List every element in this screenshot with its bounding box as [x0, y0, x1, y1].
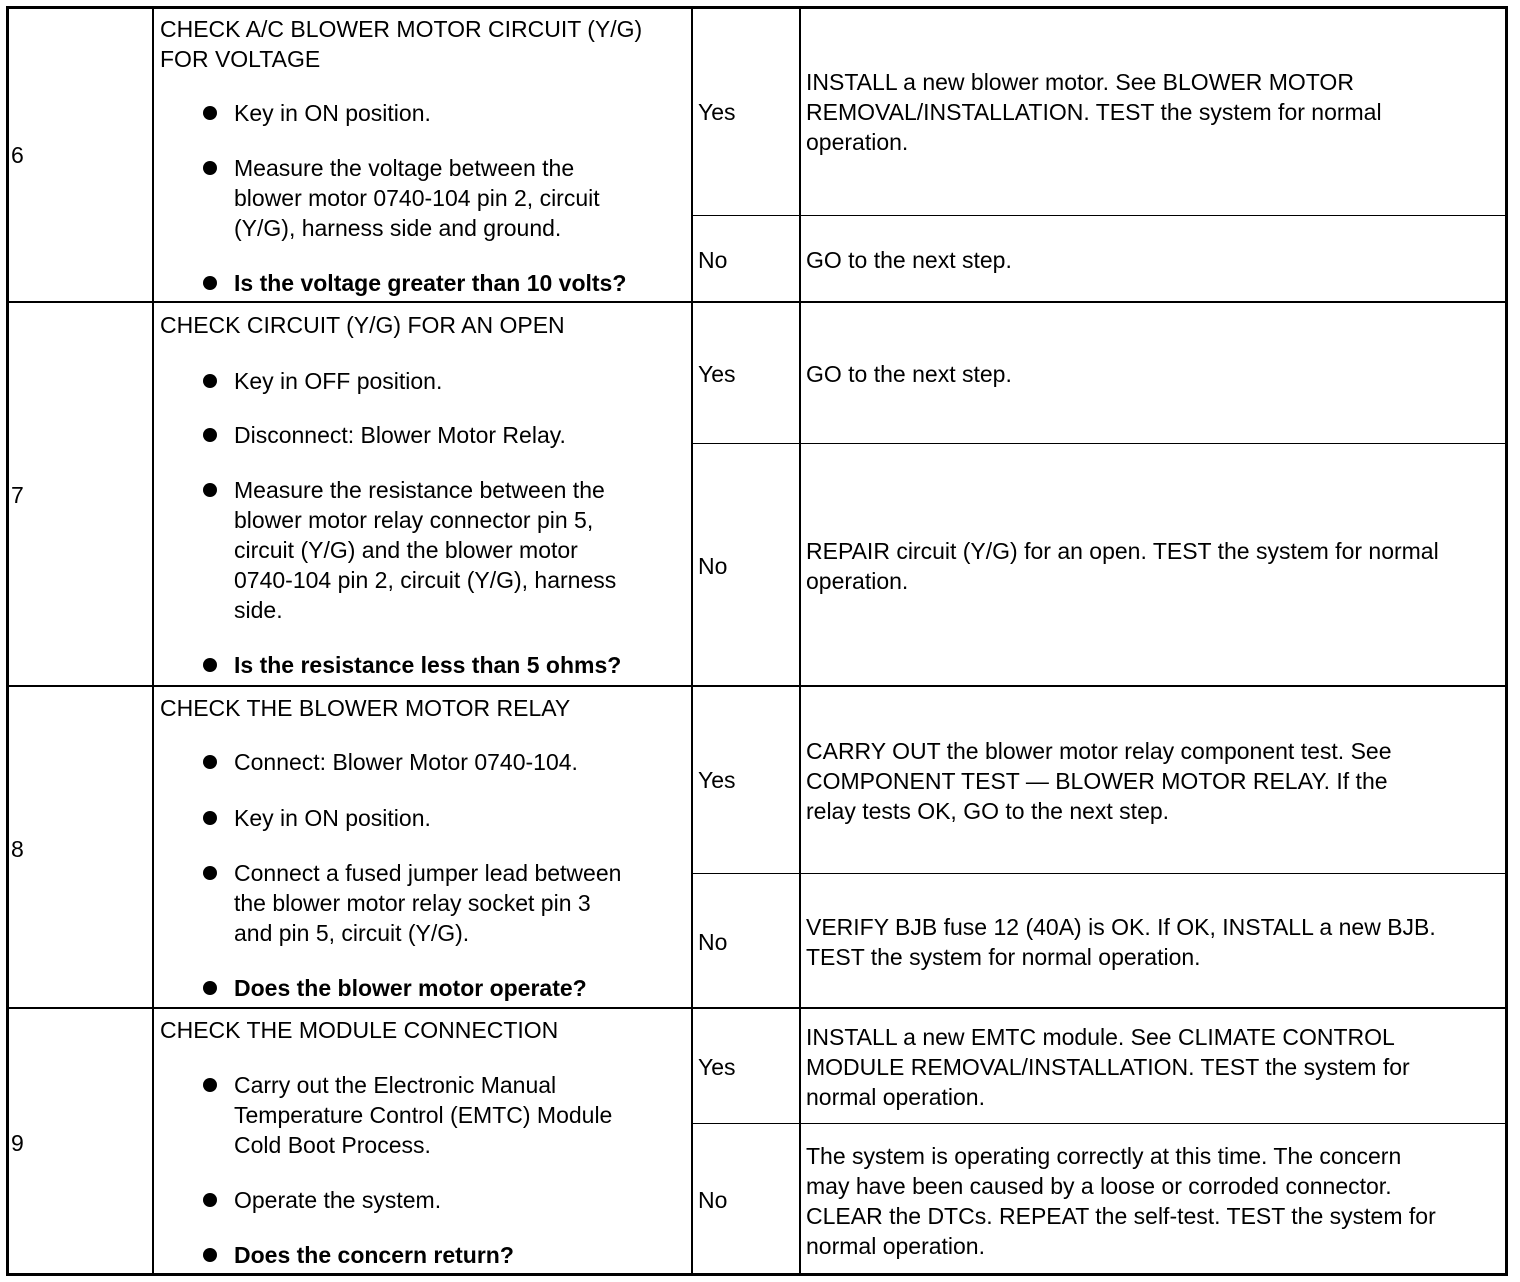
- yes-result: normal operation.: [806, 1084, 985, 1110]
- yes-label: Yes: [698, 767, 736, 793]
- yes-no-divider: [692, 215, 1508, 216]
- no-label: No: [698, 553, 728, 579]
- action-item: blower motor relay connector pin 5,: [234, 507, 594, 533]
- action-item: the blower motor relay socket pin 3: [234, 890, 591, 916]
- action-item: Temperature Control (EMTC) Module: [234, 1102, 613, 1128]
- step-title: CHECK THE MODULE CONNECTION: [160, 1017, 559, 1043]
- action-item: blower motor 0740-104 pin 2, circuit: [234, 185, 600, 211]
- step-question: Is the resistance less than 5 ohms?: [234, 652, 622, 678]
- action-item: Operate the system.: [234, 1187, 442, 1213]
- no-label: No: [698, 247, 728, 273]
- action-item: 0740-104 pin 2, circuit (Y/G), harness: [234, 567, 617, 593]
- step-number: 8: [11, 836, 24, 862]
- yes-label: Yes: [698, 361, 736, 387]
- yes-no-divider: [692, 1123, 1508, 1124]
- action-item: and pin 5, circuit (Y/G).: [234, 920, 470, 946]
- action-item: Key in ON position.: [234, 805, 431, 831]
- action-item: Connect a fused jumper lead between: [234, 860, 622, 886]
- action-item: Key in OFF position.: [234, 368, 443, 394]
- step-number: 6: [11, 142, 24, 168]
- row-divider: [6, 1007, 1508, 1009]
- no-result: TEST the system for normal operation.: [806, 944, 1201, 970]
- action-item: Carry out the Electronic Manual: [234, 1072, 557, 1098]
- column-divider: [152, 6, 154, 1276]
- diagnostic-table: [6, 6, 1508, 1276]
- step-title: FOR VOLTAGE: [160, 46, 321, 72]
- bullet-icon: [203, 811, 217, 825]
- step-number: 9: [11, 1130, 24, 1156]
- action-item: circuit (Y/G) and the blower motor: [234, 537, 578, 563]
- bullet-icon: [203, 161, 217, 175]
- bullet-icon: [203, 981, 217, 995]
- step-title: CHECK CIRCUIT (Y/G) FOR AN OPEN: [160, 312, 565, 338]
- bullet-icon: [203, 1248, 217, 1262]
- yes-result: COMPONENT TEST — BLOWER MOTOR RELAY. If the: [806, 768, 1388, 794]
- bullet-icon: [203, 866, 217, 880]
- no-result: REPAIR circuit (Y/G) for an open. TEST the system for normal: [806, 538, 1439, 564]
- bullet-icon: [203, 106, 217, 120]
- step-title: CHECK THE BLOWER MOTOR RELAY: [160, 695, 571, 721]
- yes-result: INSTALL a new EMTC module. See CLIMATE CONTROL: [806, 1024, 1395, 1050]
- action-item: Disconnect: Blower Motor Relay.: [234, 422, 566, 448]
- no-result: VERIFY BJB fuse 12 (40A) is OK. If OK, INSTALL a new BJB.: [806, 914, 1436, 940]
- yes-result: REMOVAL/INSTALLATION. TEST the system for normal: [806, 99, 1382, 125]
- no-result: may have been caused by a loose or corroded connector.: [806, 1173, 1392, 1199]
- bullet-icon: [203, 374, 217, 388]
- action-item: Connect: Blower Motor 0740-104.: [234, 749, 578, 775]
- yes-no-divider: [692, 873, 1508, 874]
- row-divider: [6, 301, 1508, 303]
- step-title: CHECK A/C BLOWER MOTOR CIRCUIT (Y/G): [160, 16, 643, 42]
- step-question: Does the concern return?: [234, 1242, 514, 1268]
- column-divider: [691, 6, 693, 1276]
- step-question: Does the blower motor operate?: [234, 975, 587, 1001]
- yes-label: Yes: [698, 99, 736, 125]
- bullet-icon: [203, 755, 217, 769]
- no-label: No: [698, 929, 728, 955]
- column-divider: [799, 6, 801, 1276]
- bullet-icon: [203, 1193, 217, 1207]
- bullet-icon: [203, 1078, 217, 1092]
- no-result: CLEAR the DTCs. REPEAT the self-test. TEST the system for: [806, 1203, 1436, 1229]
- yes-no-divider: [692, 443, 1508, 444]
- yes-result: operation.: [806, 129, 909, 155]
- step-number: 7: [11, 482, 24, 508]
- bullet-icon: [203, 428, 217, 442]
- no-result: operation.: [806, 568, 909, 594]
- no-result: The system is operating correctly at this time. The concern: [806, 1143, 1402, 1169]
- yes-result: INSTALL a new blower motor. See BLOWER MOTOR: [806, 69, 1354, 95]
- yes-result: GO to the next step.: [806, 361, 1012, 387]
- action-item: Key in ON position.: [234, 100, 431, 126]
- action-item: (Y/G), harness side and ground.: [234, 215, 562, 241]
- action-item: Measure the resistance between the: [234, 477, 605, 503]
- yes-result: relay tests OK, GO to the next step.: [806, 798, 1170, 824]
- row-divider: [6, 685, 1508, 687]
- yes-label: Yes: [698, 1054, 736, 1080]
- bullet-icon: [203, 276, 217, 290]
- action-item: Measure the voltage between the: [234, 155, 575, 181]
- bullet-icon: [203, 483, 217, 497]
- no-result: normal operation.: [806, 1233, 985, 1259]
- no-result: GO to the next step.: [806, 247, 1012, 273]
- yes-result: MODULE REMOVAL/INSTALLATION. TEST the system for: [806, 1054, 1410, 1080]
- bullet-icon: [203, 658, 217, 672]
- action-item: side.: [234, 597, 283, 623]
- yes-result: CARRY OUT the blower motor relay component test. See: [806, 738, 1392, 764]
- action-item: Cold Boot Process.: [234, 1132, 431, 1158]
- step-question: Is the voltage greater than 10 volts?: [234, 270, 627, 296]
- no-label: No: [698, 1187, 728, 1213]
